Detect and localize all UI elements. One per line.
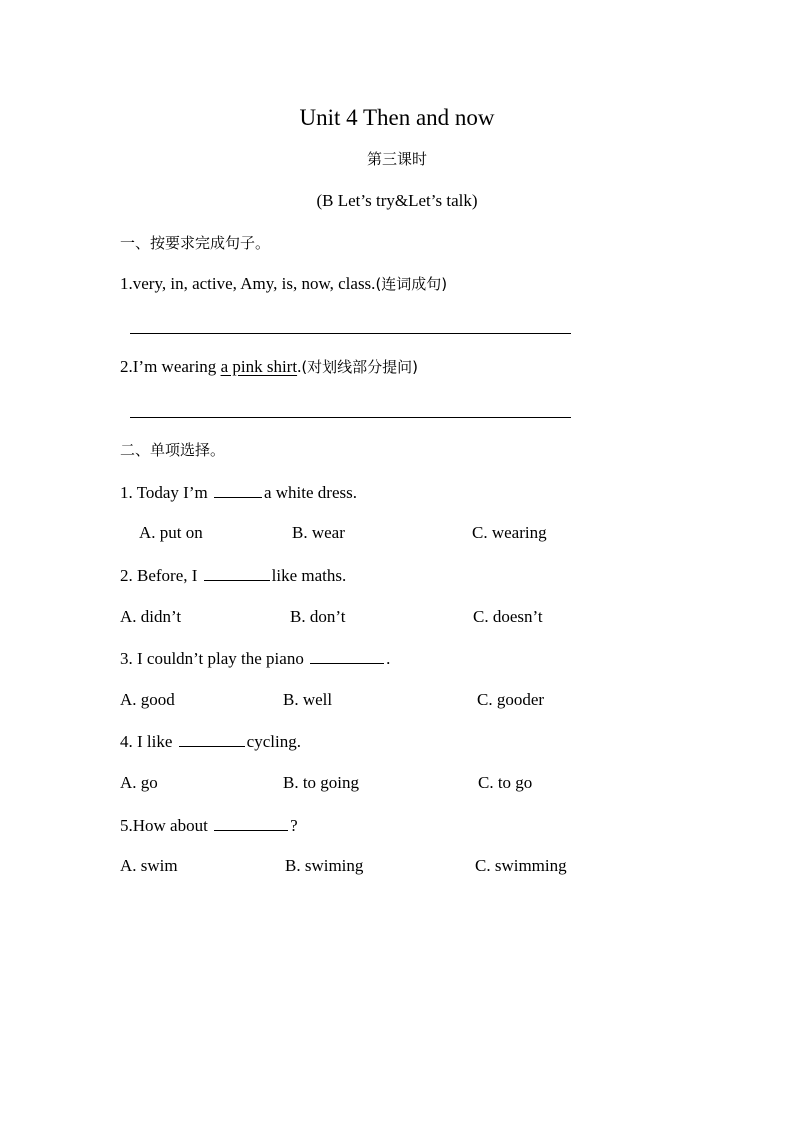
s2-q2-suffix: like maths. (271, 566, 347, 585)
s2-q2-option-c[interactable]: C. doesn’t (473, 607, 543, 626)
s2-q4-suffix: cycling. (246, 732, 301, 751)
s2-q1-option-b[interactable]: B. wear (292, 523, 345, 542)
s2-q5-option-a[interactable]: A. swim (120, 856, 178, 875)
s2-q1-suffix: a white dress. (263, 483, 357, 502)
s2-q3-option-a[interactable]: A. good (120, 690, 175, 709)
s2-q5-blank[interactable] (214, 815, 288, 831)
lesson-label: 第三课时 (366, 150, 427, 168)
s2-question-2 (120, 565, 346, 586)
s2-q3-option-c[interactable]: C. gooder (477, 690, 545, 709)
s1-q1-answer-line[interactable] (130, 333, 571, 334)
section-1-heading: 一、按要求完成句子。 (120, 234, 271, 252)
page-title: Unit 4 Then and now (299, 105, 495, 130)
s2-q3-prefix: 3. I couldn’t play the piano (120, 649, 309, 668)
s2-q2-prefix: 2. Before, I (120, 566, 202, 585)
s2-q4-prefix: 4. I like (120, 732, 177, 751)
s1-q2-underlined-text: a pink shirt (220, 357, 298, 376)
s1-q2-prefix: 2.I’m wearing (120, 357, 221, 376)
s2-q2-option-a[interactable]: A. didn’t (120, 607, 182, 626)
s2-question-5 (120, 815, 298, 836)
page-subtitle: (B Let’s try&Let’s talk) (316, 191, 478, 210)
s2-q5-suffix: ? (290, 816, 298, 835)
s2-q4-option-a[interactable]: A. go (120, 773, 158, 792)
s2-q5-option-b[interactable]: B. swiming (285, 856, 364, 875)
s2-q2-option-b[interactable]: B. don’t (290, 607, 346, 626)
s2-q1-option-a[interactable]: A. put on (139, 523, 203, 542)
s2-q4-blank[interactable] (179, 731, 245, 747)
s1-question-2 (120, 357, 418, 377)
s2-q1-blank[interactable] (214, 482, 262, 498)
s1-question-1 (120, 274, 447, 294)
s2-q1-option-c[interactable]: C. wearing (472, 523, 547, 542)
s2-q4-option-c[interactable]: C. to go (478, 773, 533, 792)
s2-question-3 (120, 648, 390, 669)
s2-q4-option-b[interactable]: B. to going (283, 773, 360, 792)
s2-q3-blank[interactable] (310, 648, 384, 664)
s2-question-4 (120, 731, 301, 752)
s2-q2-blank[interactable] (204, 565, 270, 581)
s1-q2-answer-line[interactable] (130, 417, 571, 418)
s2-q3-suffix: . (386, 649, 391, 668)
s2-q1-prefix: 1. Today I’m (120, 483, 212, 502)
s1-q1-note: (连词成句) (375, 275, 448, 293)
s1-q1-text: 1.very, in, active, Amy, is, now, class. (120, 274, 376, 293)
section-2-heading: 二、单项选择。 (120, 441, 226, 459)
s1-q2-note: (对划线部分提问) (301, 358, 419, 376)
s2-q3-option-b[interactable]: B. well (283, 690, 333, 709)
s1-q2-suffix: . (297, 357, 302, 376)
s2-question-1 (120, 482, 357, 503)
s2-q5-option-c[interactable]: C. swimming (475, 856, 567, 875)
s2-q5-prefix: 5.How about (120, 816, 213, 835)
